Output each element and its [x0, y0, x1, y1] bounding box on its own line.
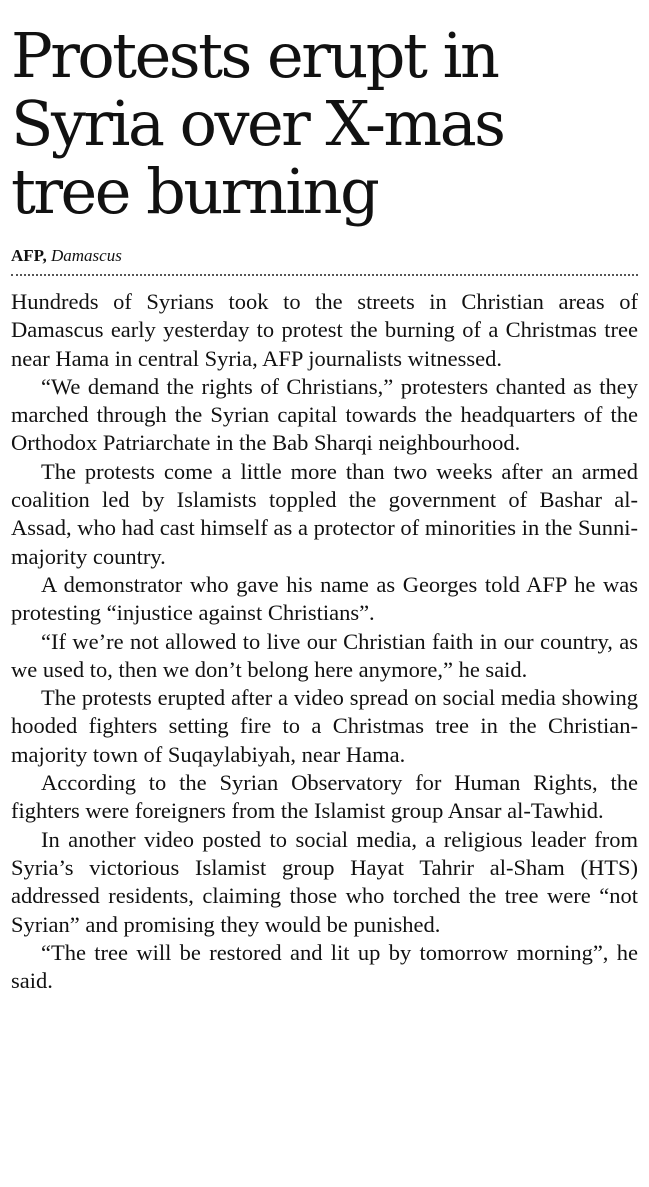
article-body: [11, 288, 638, 995]
article-paragraph: “If we’re not allowed to live our Christian faith in our country, as we used to, then we don’t belong here anymore,” he said.: [11, 628, 638, 682]
article-paragraph: In another video posted to social media, a religious leader from Syria’s victorious Islamist group Hayat Tahrir al-Sham (HTS) addressed residents, claiming those who torched the tree were “not Syrian” and promising they would be punished.: [11, 826, 638, 937]
article-paragraph: The protests come a little more than two weeks after an armed coalition led by Islamists toppled the government of Bashar al-Assad, who had cast himself as a protector of minorities in the Sunni-majority country.: [11, 458, 638, 569]
article-paragraph: “We demand the rights of Christians,” protesters chanted as they marched through the Syrian capital towards the headquarters of the Orthodox Patriarchate in the Bab Sharqi neighbourhood.: [11, 373, 638, 456]
article-paragraph: A demonstrator who gave his name as Georges told AFP he was protesting “injustice against Christians”.: [11, 571, 638, 626]
byline: [11, 246, 638, 276]
byline-dateline: Damascus: [51, 246, 122, 265]
article-paragraph: “The tree will be restored and lit up by tomorrow morning”, he said.: [11, 939, 638, 994]
headline: [11, 0, 638, 226]
headline-line: tree burning: [11, 155, 378, 228]
article-paragraph: The protests erupted after a video spread on social media showing hooded fighters setting fire to a Christmas tree in the Christian-majority town of Suqaylabiyah, near Hama.: [11, 685, 638, 767]
news-article: [11, 0, 638, 995]
byline-agency: AFP,: [11, 246, 47, 265]
article-paragraph: According to the Syrian Observatory for Human Rights, the fighters were foreigners from the Islamist group Ansar al-Tawhid.: [11, 770, 638, 824]
headline-line: Protests erupt in: [11, 19, 498, 92]
article-paragraph: Hundreds of Syrians took to the streets in Christian areas of Damascus early yesterday to protest the burning of a Christmas tree near Hama in central Syria, AFP journalists witnessed.: [11, 289, 638, 371]
headline-line: Syria over X-mas: [11, 87, 504, 160]
